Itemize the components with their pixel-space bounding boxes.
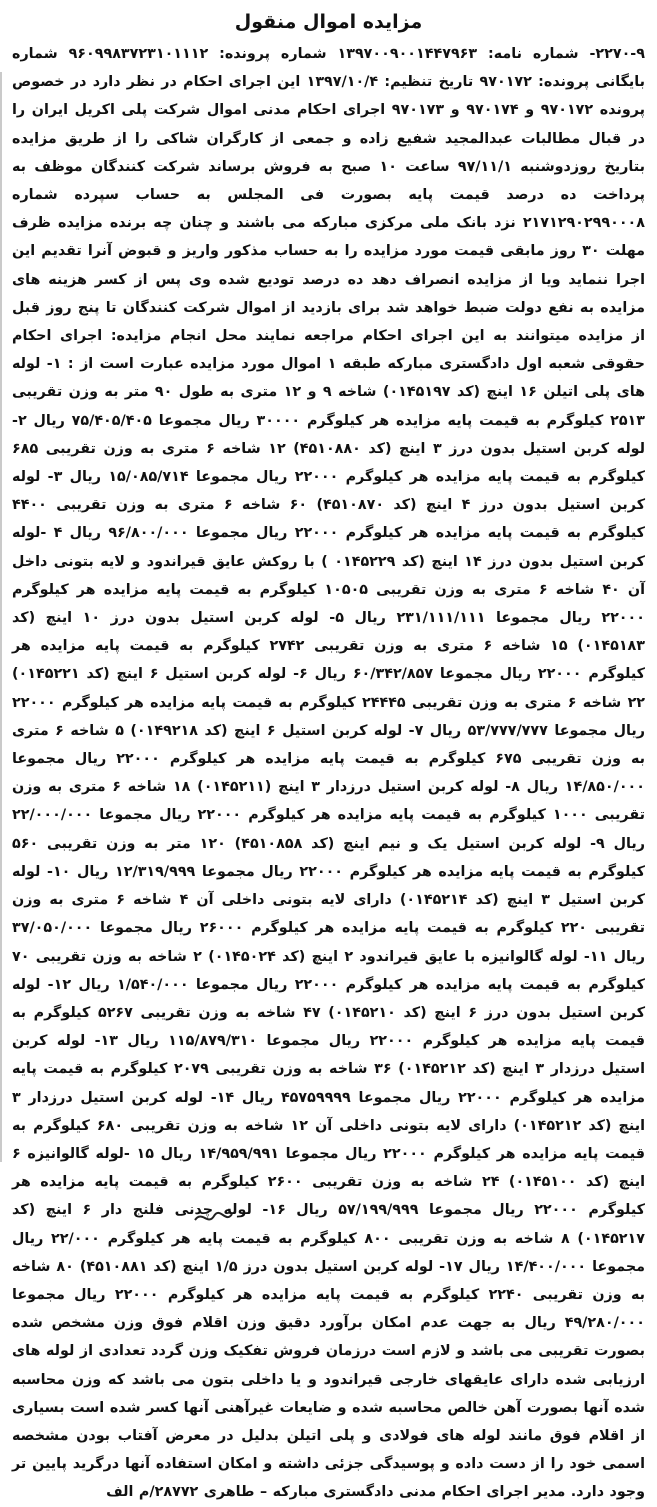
scan-edge-rule bbox=[0, 72, 2, 1162]
notice-title: مزایده اموال منقول bbox=[234, 11, 423, 33]
handwritten-signature bbox=[190, 1206, 250, 1228]
notice-body: ۲۲۷۰-۹- شماره نامه: ۱۳۹۷۰۰۹۰۰۱۴۴۷۹۶۳ شماره پرونده: ۹۶۰۹۹۸۳۷۲۳۱۰۱۱۱۲ شماره بایگانی پرونده: ۹۷۰۱۷۲ تاریخ تنظیم: ۱۳۹۷/۱۰/۴ این اجرای احکام در نظر دارد در خصوص پرونده ۹۷۰۱۷۲ و ۹۷۰۱۷۴ و ۹۷۰۱۷۳ اجرای احکام مدنی اموال شرکت پلی اکریل ایران را در قبال مطالبات عبدالمجید شفیع زاده و جمعی از کارگران شاکی را از طریق مزایده بتاریخ روزدوشنبه ۹۷/۱۱/۱ ساعت ۱۰ صبح به فروش برساند شرکت کنندگان موظف به پرداخت ده درصد قیمت پایه بصورت فی المجلس به حساب سپرده شماره ۲۱۷۱۲۹۰۲۹۹۰۰۰۸ نزد بانک ملی مرکزی مبارکه می باشند و چنان چه برنده مزایده ظرف مهلت ۳۰ روز مابقی قیمت مورد مزایده را به حساب مذکور واریز و قبوض آنرا تقدیم این اجرا ننماید ویا از مزایده انصراف دهد ده درصد تودیع شده وی پس از کسر هزینه های مزایده به نفع دولت ضبط خواهد شد برای بازدید از اموال شرکت کنندگان تا پنج روز قبل از مزایده میتوانند به این اجرای احکام مراجعه نمایند محل انجام مزایده: اجرای احکام حقوقی شعبه اول دادگستری مبارکه طبقه ۱ اموال مورد مزایده عبارت است از : ۱- لوله های پلی اتیلن ۱۶ اینچ (کد ۰۱۴۵۱۹۷) شاخه ۹ و ۱۲ متری به طول ۹۰ متر به وزن تقریبی ۲۵۱۳ کیلوگرم به قیمت پایه مزایده هر کیلوگرم ۳۰۰۰۰ ریال مجموعا ۷۵/۴۰۵/۴۰۵ ریال ۲- لوله کربن استیل بدون درز ۳ اینچ (کد ۴۵۱۰۸۸۰) ۱۲ شاخه ۶ متری به وزن تقریبی ۶۸۵ کیلوگرم به قیمت پایه مزایده هر کیلوگرم ۲۲۰۰۰ ریال مجموعا ۱۵/۰۸۵/۷۱۴ ریال ۳- لوله کربن استیل بدون درز ۴ اینچ (کد ۴۵۱۰۸۷۰) ۶۰ شاخه ۶ متری به وزن تقریبی ۴۴۰۰ کیلوگرم به قیمت پایه مزایده هر کیلوگرم ۲۲۰۰۰ ریال مجموعا ۹۶/۸۰۰/۰۰۰ ریال ۴ -لوله کربن استیل بدون درز ۱۴ اینچ (کد ۰۱۴۵۲۲۹ ) با روکش عایق قیراندود و لایه بتونی داخل آن ۴۰ شاخه ۶ متری به وزن تقریبی ۱۰۵۰۵ کیلوگرم به قیمت پایه مزایده هر کیلوگرم ۲۲۰۰۰ ریال مجموعا ۲۳۱/۱۱۱/۱۱۱ ریال ۵- لوله کربن استیل بدون درز ۱۰ اینچ (کد ۰۱۴۵۱۸۳) ۱۵ شاخه ۶ متری به وزن تقریبی ۲۷۴۲ کیلوگرم به قیمت پایه مزایده هر کیلوگرم ۲۲۰۰۰ ریال مجموعا ۶۰/۳۴۲/۸۵۷ ریال ۶- لوله کربن استیل ۶ اینچ (کد ۰۱۴۵۲۲۱) ۲۲ شاخه ۶ متری به وزن تقریبی ۲۴۴۴۵ کیلوگرم به قیمت پایه مزایده هر کیلوگرم ۲۲۰۰۰ ریال مجموعا ۵۳/۷۷۷/۷۷۷ ریال ۷- لوله کربن استیل ۶ اینچ (کد ۰۱۴۹۲۱۸) ۵ شاخه ۶ متری به وزن تقریبی ۶۷۵ کیلوگرم به قیمت پایه مزایده هر کیلوگرم ۲۲۰۰۰ ریال مجموعا ۱۴/۸۵۰/۰۰۰ ریال ۸- لوله کربن استیل درزدار ۳ اینچ (۰۱۴۵۲۱۱) ۱۸ شاخه ۶ متری به وزن تقریبی ۱۰۰۰ کیلوگرم به قیمت پایه مزایده هر کیلوگرم ۲۲۰۰۰ ریال مجموعا ۲۲/۰۰۰/۰۰۰ ریال ۹- لوله کربن استیل یک و نیم اینچ (کد ۴۵۱۰۸۵۸) ۱۲۰ متر به وزن تقریبی ۵۶۰ کیلوگرم به قیمت پایه مزایده هر کیلوگرم ۲۲۰۰۰ ریال مجموعا ۱۲/۳۱۹/۹۹۹ ریال ۱۰- لوله کربن استیل ۳ اینچ (کد ۰۱۴۵۲۱۴) دارای لایه بتونی داخلی آن ۴ شاخه ۶ متری به وزن تقریبی ۲۲۰ کیلوگرم به قیمت پایه مزایده هر کیلوگرم ۲۶۰۰۰ ریال مجموعا ۳۷/۰۵۰/۰۰۰ ریال ۱۱- لوله گالوانیزه با عایق قیراندود ۲ اینچ (کد ۰۱۴۵۰۲۴) ۲ شاخه به وزن تقریبی ۷۰ کیلوگرم به قیمت پایه مزایده هر کیلوگرم ۲۲۰۰۰ ریال مجموعا ۱/۵۴۰/۰۰۰ ریال ۱۲- لوله کربن استیل بدون درز ۶ اینچ (کد ۰۱۴۵۲۱۰) ۴۷ شاخه به وزن تقریبی ۵۲۶۷ کیلوگرم به قیمت پایه مزایده هر کیلوگرم ۲۲۰۰۰ ریال مجموعا ۱۱۵/۸۷۹/۳۱۰ ریال ۱۳- لوله کربن استیل درزدار ۳ اینچ (کد ۰۱۴۵۲۱۲) ۳۶ شاخه به وزن تقریبی ۲۰۷۹ کیلوگرم به قیمت پایه مزایده هر کیلوگرم ۲۲۰۰۰ ریال مجموعا ۴۵۷۵۹۹۹۹ ریال ۱۴- لوله کربن استیل درزدار ۳ اینچ (کد ۰۱۴۵۲۱۲) دارای لایه بتونی داخلی آن ۱۲ شاخه به وزن تقریبی ۶۸۰ کیلوگرم به قیمت پایه مزایده هر کیلوگرم ۲۲۰۰۰ ریال مجموعا ۱۴/۹۵۹/۹۹۱ ریال ۱۵ -لوله گالوانیزه ۶ اینچ (کد ۰۱۴۵۱۰۰) ۲۴ شاخه به وزن تقریبی ۲۶۰۰ کیلوگرم به قیمت پایه مزایده هر کیلوگرم ۲۲۰۰۰ ریال مجموعا ۵۷/۱۹۹/۹۹۹ ریال ۱۶- لوله چدنی فلنج دار ۶ اینچ (کد ۰۱۴۵۲۱۷) ۸ شاخه به وزن تقریبی ۸۰۰ کیلوگرم به قیمت پایه هر کیلوگرم ۲۲/۰۰۰ ریال مجموعا ۱۴/۴۰۰/۰۰۰ ریال ۱۷- لوله کربن استیل بدون درز ۱/۵ اینچ (کد ۴۵۱۰۸۸۱) ۸۰ شاخه به وزن تقریبی ۲۲۴۰ کیلوگرم به قیمت پایه مزایده هر کیلوگرم ۲۲۰۰۰ ریال مجموعا ۴۹/۲۸۰/۰۰۰ ریال به جهت عدم امکان برآورد دقیق وزن اقلام فوق وزن مشخص شده بصورت تقریبی می باشد و لازم است درزمان فروش تفکیک وزن گردد تعدادی از لوله های ارزیابی شده دارای عایقهای خارجی قیراندود و یا داخلی بتون می باشد که وزن محاسبه شده آنها بصورت آهن خالص محاسبه شده و ضایعات غیرآهنی آنها کسر شده است بسیاری از اقلام فوق مانند لوله های فولادی و پلی اتیلن بدلیل در معرض آفتاب بودن مشخصه اسمی خود را از دست داده و پوسیدگی جزئی داشته و امکان استفاده آنها درگرید پایین تر وجود دارد. مدیر اجرای احکام مدنی دادگستری مبارکه – طاهری ۲۸۷۷۲/م الف bbox=[12, 46, 646, 1501]
